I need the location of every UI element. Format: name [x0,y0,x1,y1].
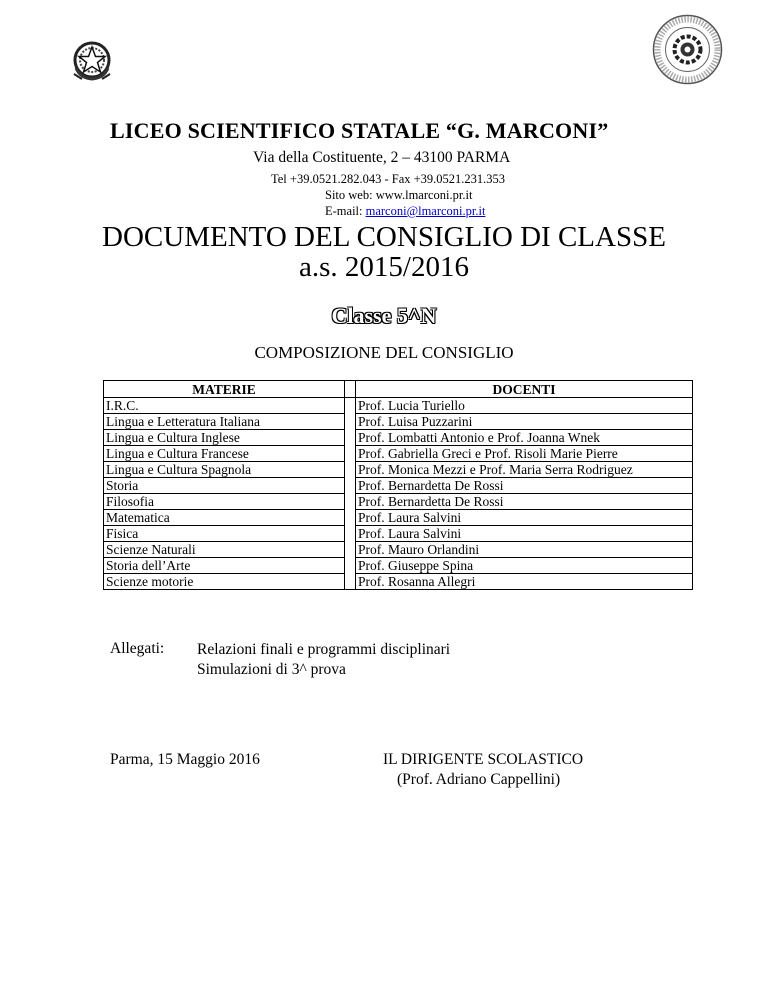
table-row [104,430,693,446]
table-row [104,510,693,526]
table-row [104,494,693,510]
teacher-cell: Prof. Laura Salvini [356,510,693,526]
email-label: E-mail: [325,204,366,218]
teacher-cell: Prof. Luisa Puzzarini [356,414,693,430]
teacher-cell: Prof. Lombatti Antonio e Prof. Joanna Wnek [356,430,693,446]
table-row [104,414,693,430]
table-row [104,398,693,414]
teacher-cell: Prof. Giuseppe Spina [356,558,693,574]
place-date: Parma, 15 Maggio 2016 [110,751,260,768]
table-row [104,574,693,590]
subject-cell: Fisica [104,526,345,542]
table-row [104,446,693,462]
school-address: Via della Costituente, 2 – 43100 PARMA [253,149,511,166]
table-row [104,558,693,574]
document-title-line1: DOCUMENTO DEL CONSIGLIO DI CLASSE [102,221,666,253]
subject-cell: Matematica [104,510,345,526]
email-link[interactable]: marconi@lmarconi.pr.it [365,204,486,218]
table-row [104,478,693,494]
attachment-item: Simulazioni di 3^ prova [197,661,346,678]
document-title [0,222,768,282]
subject-cell: Lingua e Cultura Inglese [104,430,345,446]
council-table [103,380,693,590]
attachments-list [197,640,450,680]
teacher-cell: Prof. Monica Mezzi e Prof. Maria Serra Rodriguez [356,462,693,478]
attachments-label: Allegati: [110,640,165,657]
subject-cell: Lingua e Cultura Francese [104,446,345,462]
subject-cell: Storia dell’Arte [104,558,345,574]
table-row [104,462,693,478]
subject-cell: Lingua e Cultura Spagnola [104,462,345,478]
subject-cell: Scienze motorie [104,574,345,590]
class-title: Classe 5^N [331,303,437,328]
signer-name: (Prof. Adriano Cappellini) [397,771,561,788]
signer-title: IL DIRIGENTE SCOLASTICO [383,751,584,768]
teacher-cell: Prof. Bernardetta De Rossi [356,494,693,510]
tel-fax: Tel +39.0521.282.043 - Fax +39.0521.231.353 [271,172,506,186]
subject-cell: Filosofia [104,494,345,510]
header-subjects: MATERIE [104,381,345,398]
teacher-cell: Prof. Gabriella Greci e Prof. Risoli Marie Pierre [356,446,693,462]
email-line [325,203,485,219]
school-name: LICEO SCIENTIFICO STATALE “G. MARCONI” [110,118,609,143]
subject-cell: I.R.C. [104,398,345,414]
header-teachers: DOCENTI [356,381,693,398]
teacher-cell: Prof. Mauro Orlandini [356,542,693,558]
table-row [104,542,693,558]
school-seal-icon [651,13,724,86]
subject-cell: Lingua e Letteratura Italiana [104,414,345,430]
teacher-cell: Prof. Rosanna Allegri [356,574,693,590]
school-year: a.s. 2015/2016 [299,251,469,283]
subject-cell: Scienze Naturali [104,542,345,558]
italian-republic-emblem-icon [70,38,114,82]
website: Sito web: www.lmarconi.pr.it [325,188,473,202]
subject-cell: Storia [104,478,345,494]
teacher-cell: Prof. Lucia Turiello [356,398,693,414]
teacher-cell: Prof. Bernardetta De Rossi [356,478,693,494]
table-row [104,526,693,542]
section-title: COMPOSIZIONE DEL CONSIGLIO [254,343,514,362]
attachment-item: Relazioni finali e programmi disciplinari [197,641,451,658]
teacher-cell: Prof. Laura Salvini [356,526,693,542]
table-header-row [104,381,693,398]
